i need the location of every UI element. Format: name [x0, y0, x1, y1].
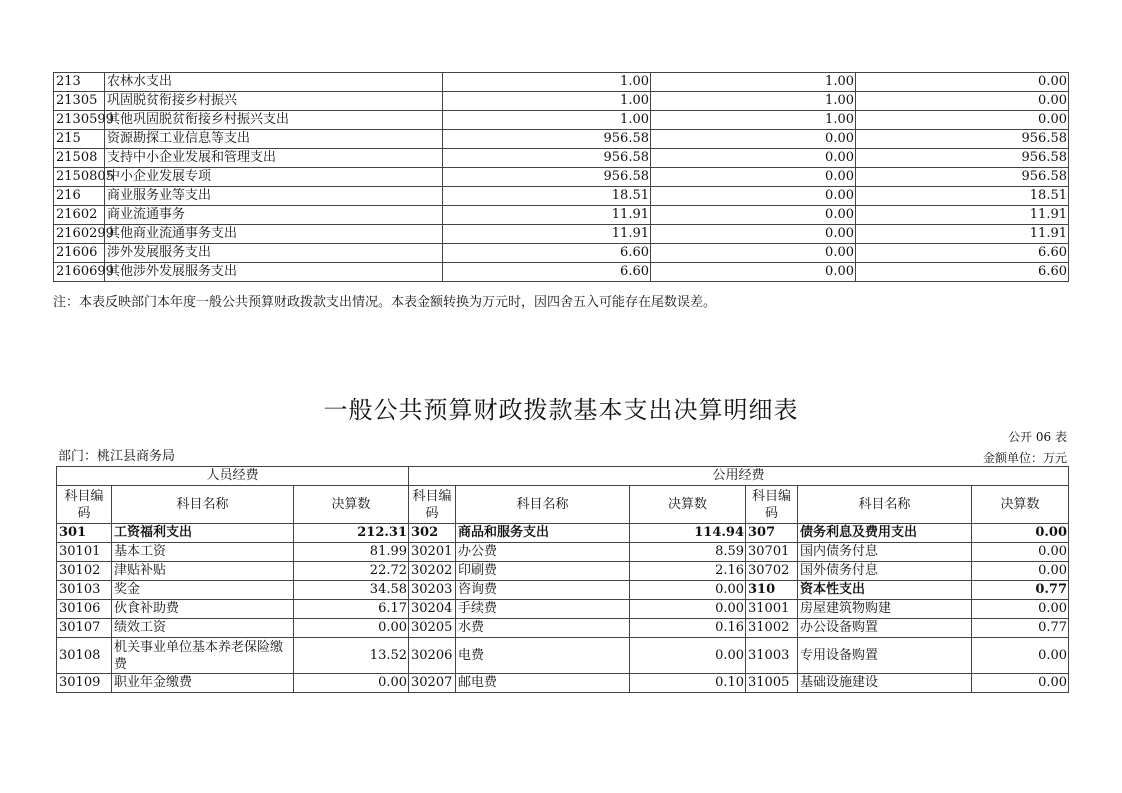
subject-name-cell: 水费	[456, 619, 630, 638]
amount-cell: 0.00	[630, 600, 746, 619]
amount-cell: 0.77	[972, 581, 1069, 600]
amount-cell: 0.00	[972, 543, 1069, 562]
subject-name-cell: 巩固脱贫衔接乡村振兴	[105, 92, 443, 111]
subject-name-cell: 伙食补助费	[112, 600, 294, 619]
basic-amount-cell: 0.00	[651, 206, 856, 225]
amount-cell: 22.72	[294, 562, 409, 581]
subject-code-cell: 30101	[57, 543, 112, 562]
subject-name-cell: 资源勘探工业信息等支出	[105, 130, 443, 149]
total-amount-cell: 1.00	[443, 111, 651, 130]
department-label: 部门：桃江县商务局	[58, 449, 176, 464]
amount-cell: 34.58	[294, 581, 409, 600]
col-amount-header: 决算数	[294, 486, 409, 524]
subject-name-cell: 商业流通事务	[105, 206, 443, 225]
amount-cell: 0.00	[294, 674, 409, 693]
subject-code-cell: 2130599	[54, 111, 105, 130]
subject-code-cell: 31002	[746, 619, 798, 638]
basic-amount-cell: 0.00	[651, 244, 856, 263]
amount-cell: 0.00	[972, 600, 1069, 619]
table-row	[54, 130, 1069, 149]
table-row	[57, 581, 1069, 600]
basic-expenditure-detail-table	[56, 466, 1069, 693]
subject-code-cell: 30203	[409, 581, 456, 600]
table-row	[57, 524, 1069, 543]
subject-code-cell: 302	[409, 524, 456, 543]
col-name-header: 科目名称	[112, 486, 294, 524]
project-amount-cell: 956.58	[856, 149, 1069, 168]
amount-cell: 0.00	[630, 638, 746, 674]
subject-code-cell: 31001	[746, 600, 798, 619]
subject-name-cell: 基本工资	[112, 543, 294, 562]
amount-cell: 0.77	[972, 619, 1069, 638]
subject-code-cell: 301	[57, 524, 112, 543]
table-row	[54, 206, 1069, 225]
subject-name-cell: 农林水支出	[105, 73, 443, 92]
amount-cell: 0.16	[630, 619, 746, 638]
subject-code-cell: 307	[746, 524, 798, 543]
total-amount-cell: 1.00	[443, 73, 651, 92]
subject-name-cell: 绩效工资	[112, 619, 294, 638]
subject-name-cell: 办公费	[456, 543, 630, 562]
subject-code-cell: 30206	[409, 638, 456, 674]
amount-cell: 8.59	[630, 543, 746, 562]
subject-code-cell: 30202	[409, 562, 456, 581]
subject-name-cell: 商品和服务支出	[456, 524, 630, 543]
subject-code-cell: 30207	[409, 674, 456, 693]
subject-code-cell: 30201	[409, 543, 456, 562]
column-header-row	[57, 486, 1069, 524]
subject-code-cell: 30107	[57, 619, 112, 638]
subject-code-cell: 30702	[746, 562, 798, 581]
subject-name-cell: 资本性支出	[798, 581, 972, 600]
subject-code-cell: 30205	[409, 619, 456, 638]
subject-name-cell: 商业服务业等支出	[105, 187, 443, 206]
amount-cell: 0.00	[972, 524, 1069, 543]
subject-name-cell: 中小企业发展专项	[105, 168, 443, 187]
subject-code-cell: 30102	[57, 562, 112, 581]
subject-name-cell: 房屋建筑物购建	[798, 600, 972, 619]
basic-amount-cell: 1.00	[651, 111, 856, 130]
table-row	[57, 562, 1069, 581]
subject-code-cell: 30701	[746, 543, 798, 562]
col-code-header: 科目编码	[409, 486, 456, 524]
subject-name-cell: 手续费	[456, 600, 630, 619]
project-amount-cell: 18.51	[856, 187, 1069, 206]
basic-amount-cell: 1.00	[651, 92, 856, 111]
subject-code-cell: 213	[54, 73, 105, 92]
amount-cell: 0.00	[294, 619, 409, 638]
subject-code-cell: 21305	[54, 92, 105, 111]
subject-name-cell: 奖金	[112, 581, 294, 600]
col-code-header: 科目编码	[746, 486, 798, 524]
subject-name-cell: 涉外发展服务支出	[105, 244, 443, 263]
total-amount-cell: 1.00	[443, 92, 651, 111]
project-amount-cell: 956.58	[856, 130, 1069, 149]
amount-cell: 0.00	[972, 638, 1069, 674]
subject-code-cell: 216	[54, 187, 105, 206]
subject-name-cell: 支持中小企业发展和管理支出	[105, 149, 443, 168]
page-title: 一般公共预算财政拨款基本支出决算明细表	[323, 396, 799, 424]
subject-name-cell: 职业年金缴费	[112, 674, 294, 693]
total-amount-cell: 18.51	[443, 187, 651, 206]
table-row	[57, 600, 1069, 619]
project-amount-cell: 956.58	[856, 168, 1069, 187]
table-note: 注：本表反映部门本年度一般公共预算财政拨款支出情况。本表金额转换为万元时，因四舍五入可能存在尾数误差。	[53, 295, 717, 310]
project-amount-cell: 6.60	[856, 244, 1069, 263]
table-row	[54, 111, 1069, 130]
project-amount-cell: 6.60	[856, 263, 1069, 282]
table-row	[54, 263, 1069, 282]
project-amount-cell: 11.91	[856, 225, 1069, 244]
amount-cell: 212.31	[294, 524, 409, 543]
subject-name-cell: 工资福利支出	[112, 524, 294, 543]
amount-cell: 0.00	[972, 562, 1069, 581]
total-amount-cell: 11.91	[443, 206, 651, 225]
basic-amount-cell: 0.00	[651, 149, 856, 168]
basic-amount-cell: 0.00	[651, 225, 856, 244]
basic-amount-cell: 0.00	[651, 263, 856, 282]
subject-name-cell: 其他巩固脱贫衔接乡村振兴支出	[105, 111, 443, 130]
expenditure-table-body	[54, 73, 1069, 282]
subject-code-cell: 2150805	[54, 168, 105, 187]
subject-code-cell: 30103	[57, 581, 112, 600]
subject-code-cell: 2160699	[54, 263, 105, 282]
amount-cell: 0.00	[630, 581, 746, 600]
subject-code-cell: 2160299	[54, 225, 105, 244]
subject-code-cell: 21602	[54, 206, 105, 225]
expenditure-table-continued	[53, 72, 1069, 282]
subject-code-cell: 30108	[57, 638, 112, 674]
project-amount-cell: 11.91	[856, 206, 1069, 225]
group-personnel-header: 人员经费	[57, 467, 409, 486]
subject-name-cell: 咨询费	[456, 581, 630, 600]
subject-name-cell: 邮电费	[456, 674, 630, 693]
basic-amount-cell: 0.00	[651, 130, 856, 149]
basic-amount-cell: 1.00	[651, 73, 856, 92]
total-amount-cell: 11.91	[443, 225, 651, 244]
subject-code-cell: 30106	[57, 600, 112, 619]
subject-name-cell: 电费	[456, 638, 630, 674]
table-row	[54, 73, 1069, 92]
subject-name-cell: 其他商业流通事务支出	[105, 225, 443, 244]
project-amount-cell: 0.00	[856, 111, 1069, 130]
total-amount-cell: 6.60	[443, 263, 651, 282]
subject-code-cell: 21606	[54, 244, 105, 263]
subject-name-cell: 津贴补贴	[112, 562, 294, 581]
subject-code-cell: 31003	[746, 638, 798, 674]
total-amount-cell: 956.58	[443, 149, 651, 168]
basic-amount-cell: 0.00	[651, 187, 856, 206]
total-amount-cell: 956.58	[443, 168, 651, 187]
table-row	[54, 225, 1069, 244]
subject-code-cell: 30204	[409, 600, 456, 619]
amount-cell: 114.94	[630, 524, 746, 543]
table-row	[54, 149, 1069, 168]
subject-name-cell: 印刷费	[456, 562, 630, 581]
col-name-header: 科目名称	[456, 486, 630, 524]
amount-unit-label: 金额单位：万元	[982, 451, 1067, 465]
subject-name-cell: 办公设备购置	[798, 619, 972, 638]
amount-cell: 0.00	[972, 674, 1069, 693]
subject-code-cell: 31005	[746, 674, 798, 693]
subject-name-cell: 基础设施建设	[798, 674, 972, 693]
project-amount-cell: 0.00	[856, 73, 1069, 92]
amount-cell: 81.99	[294, 543, 409, 562]
table-row	[54, 187, 1069, 206]
table-row	[57, 674, 1069, 693]
subject-name-cell: 债务利息及费用支出	[798, 524, 972, 543]
subject-name-cell: 国外债务付息	[798, 562, 972, 581]
amount-cell: 13.52	[294, 638, 409, 674]
subject-name-cell: 其他涉外发展服务支出	[105, 263, 443, 282]
amount-cell: 0.10	[630, 674, 746, 693]
table-row	[54, 92, 1069, 111]
group-public-header: 公用经费	[409, 467, 1069, 486]
project-amount-cell: 0.00	[856, 92, 1069, 111]
col-amount-header: 决算数	[972, 486, 1069, 524]
subject-name-cell: 专用设备购置	[798, 638, 972, 674]
subject-name-cell: 国内债务付息	[798, 543, 972, 562]
basic-amount-cell: 0.00	[651, 168, 856, 187]
table-row	[57, 619, 1069, 638]
subject-code-cell: 21508	[54, 149, 105, 168]
total-amount-cell: 956.58	[443, 130, 651, 149]
detail-table-body	[57, 524, 1069, 693]
table-row	[57, 638, 1069, 674]
subject-code-cell: 215	[54, 130, 105, 149]
total-amount-cell: 6.60	[443, 244, 651, 263]
col-amount-header: 决算数	[630, 486, 746, 524]
subject-code-cell: 30109	[57, 674, 112, 693]
col-name-header: 科目名称	[798, 486, 972, 524]
col-code-header: 科目编码	[57, 486, 112, 524]
form-number: 公开 06 表	[1008, 430, 1067, 444]
table-row	[57, 543, 1069, 562]
amount-cell: 2.16	[630, 562, 746, 581]
table-row	[54, 168, 1069, 187]
table-row	[54, 244, 1069, 263]
subject-code-cell: 310	[746, 581, 798, 600]
subject-name-cell: 机关事业单位基本养老保险缴费	[112, 638, 294, 674]
amount-cell: 6.17	[294, 600, 409, 619]
group-header-row	[57, 467, 1069, 486]
